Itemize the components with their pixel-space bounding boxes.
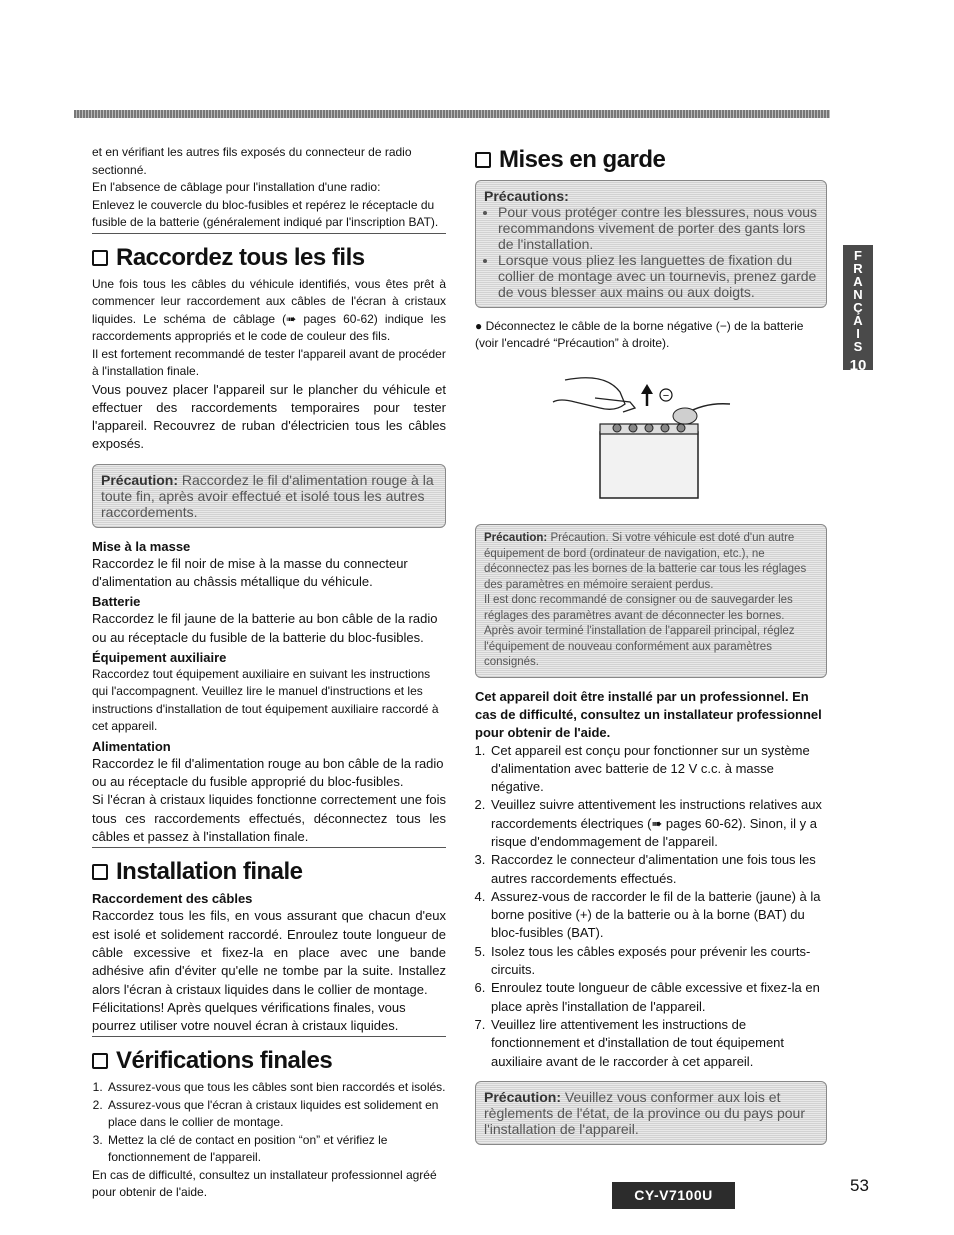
installation-rules-list: [475, 742, 827, 1071]
text-masse: Raccordez le fil noir de mise à la masse du connecteur d'alimentation au châssis métallique du véhicule.: [92, 555, 408, 589]
tab-letter: A: [853, 274, 863, 289]
disconnect-note-text: Déconnectez le câble de la borne négative (−) de la batterie (voir l'encadré “Précaution” à droite).: [475, 319, 804, 350]
caution2-line-1: Précaution. Si votre véhicule est doté d'un autre équipement de bord (ordinateur de navigation, etc.), ne déconnectez pas les bornes de la batterie car tous les réglages des paramètres en mémoire seraient perdus.: [484, 532, 807, 591]
page-number: 53: [850, 1176, 869, 1195]
subheading-raccordement: Raccordement des câbles: [92, 891, 253, 907]
raccordez-p2: Il est fortement recommandé de tester l'appareil avant de procéder à l'installation finale.: [92, 346, 446, 378]
list-item: 2. Veuillez suivre attentivement les instructions relatives aux raccordements électriques (➠ pages 60-62). Sinon, il y a risque d'endommagement de l'appareil.: [489, 796, 827, 851]
header-rule: [74, 110, 830, 118]
language-tab: [843, 245, 873, 374]
list-item: • Pour vous protéger contre les blessures, nous vous recommandons vivement de porter des gants lors de l'installation.: [498, 204, 818, 252]
tab-letter: F: [854, 248, 862, 263]
caution3-label: Précaution:: [484, 1088, 562, 1105]
tab-letter: S: [853, 339, 863, 354]
intro-line-3: Enlevez le couvercle du bloc-fusibles et repérez le réceptacle du fusible de la batterie (généralement indiqué par l'inscription BAT).: [92, 197, 439, 229]
caution2-label: Précaution:: [484, 532, 548, 544]
list-item: • Lorsque vous pliez les languettes de fixation du collier de montage avec un tournevis, prenez garde de vous blesser aux mains ou aux doigts.: [498, 252, 818, 300]
raccordez-p3: Vous pouvez placer l'appareil sur le plancher du véhicule et effectuer des raccordements temporaires pour tester l'appareil. Recouvrez de ruban d'électricien tous les câbles exposés.: [92, 381, 446, 452]
text-alim-1: Raccordez le fil d'alimentation rouge au bon câble de la radio ou au réceptacle du fusible approprié du bloc-fusibles.: [92, 755, 444, 790]
caution-box-laws: [475, 1081, 827, 1145]
list-item: 3. Raccordez le connecteur d'alimentation une fois tous les autres raccordements effectués.: [489, 851, 827, 888]
battery-illustration: [535, 362, 735, 512]
precautions-box: [475, 180, 827, 308]
list-item: 2. Assurez-vous que l'écran à cristaux liquides est solidement en place dans le collier de montage.: [106, 1097, 446, 1132]
subheading-masse: Mise à la masse: [92, 538, 191, 554]
tab-letter: N: [853, 287, 863, 302]
heading-installation: [92, 858, 446, 886]
raccordez-p1: Une fois tous les câbles du véhicule identifiés, vous êtes prêt à commencer leur raccordement aux câbles de l'écran à cristaux liquides. Le schéma de câblage (➠ pages 60-62) indique les raccordements appropriés et le code de couleur des fils.: [92, 276, 446, 343]
checkbox-icon: [92, 250, 108, 266]
heading-raccordez: [92, 244, 446, 272]
professional-note: Cet appareil doit être installé par un professionnel. En cas de difficulté, consultez un installateur professionnel pour obtenir de l'aide.: [475, 688, 822, 740]
caution3-text: Veuillez vous conformer aux lois et règlements de l'état, de la province ou du pays pour l'installation de l'appareil.: [484, 1088, 805, 1137]
heading-mises-en-garde-text: Mises en garde: [499, 146, 666, 173]
caution-label: Précaution:: [101, 471, 179, 488]
text-alim-2: Si l'écran à cristaux liquides fonctionne correctement une fois tous ces raccordements effectués, déconnectez tous les câbles et passez à l'installation finale.: [92, 791, 446, 848]
intro-line-2: En l'absence de câblage pour l'installation d'une radio:: [92, 180, 381, 194]
list-item: 3. Mettez la clé de contact en position “on” et vérifiez le fonctionnement de l'appareil.: [106, 1132, 446, 1167]
verifications-list: [92, 1079, 446, 1167]
heading-verifications-text: Vérifications finales: [116, 1047, 333, 1075]
tab-letter: Ç: [853, 300, 863, 315]
section-number: 10: [849, 357, 867, 374]
model-badge: CY-V7100U: [612, 1182, 735, 1209]
list-item: 4. Assurez-vous de raccorder le fil de la batterie (jaune) à la borne positive (+) de la batterie ou à la borne (BAT) du bloc-fusibles (BAT).: [489, 888, 827, 943]
disconnect-note: [475, 318, 827, 352]
right-column: [475, 144, 827, 1155]
tab-letter: I: [856, 326, 860, 341]
heading-mises-en-garde: [475, 146, 827, 174]
left-column: [92, 144, 446, 1202]
list-item: 7. Veuillez lire attentivement les instructions de fonctionnement et d'installation de tout équipement auxiliaire avant de le raccorder à cet appareil.: [489, 1016, 827, 1071]
heading-raccordez-text: Raccordez tous les fils: [116, 243, 365, 271]
precautions-label: Précautions:: [484, 188, 569, 204]
list-item: 1. Assurez-vous que tous les câbles sont bien raccordés et isolés.: [106, 1079, 446, 1097]
installation-p1: Raccordez tous les fils, en vous assurant que chacun d'eux est isolé et solidement raccordé. Enroulez toute longueur de câble excessive et fixez-la en place avec une bande adhésive afin d'éviter qu'elle ne tombe par la suite. Installez alors l'écran à cristaux liquides dans le collier de montage.: [92, 908, 446, 997]
heading-verifications: [92, 1047, 446, 1075]
bullet-icon: ●: [475, 319, 486, 333]
caution-text: Raccordez le fil d'alimentation rouge à la toute fin, après avoir effectué et isolé tous les autres raccordements.: [101, 471, 434, 520]
tab-letter: A: [853, 313, 863, 328]
intro-line-1: et en vérifiant les autres fils exposés du connecteur de radio sectionné.: [92, 145, 412, 177]
list-item: 5. Isolez tous les câbles exposés pour prévenir les courts-circuits.: [489, 943, 827, 980]
tab-letter: R: [853, 261, 863, 276]
caution2-line-2: Il est donc recommandé de consigner ou de sauvegarder les réglages des paramètres avant de déconnecter les bornes.: [484, 594, 793, 622]
list-item: 1. Cet appareil est conçu pour fonctionner sur un système d'alimentation avec batterie de 12 V c.c. à masse négative.: [489, 742, 827, 797]
installation-p2: Félicitations! Après quelques vérifications finales, vous pourrez utiliser votre nouvel écran à cristaux liquides.: [92, 999, 446, 1038]
minus-sign: −: [662, 390, 670, 402]
checkbox-icon: [475, 152, 491, 168]
subheading-batterie: Batterie: [92, 594, 141, 610]
heading-installation-text: Installation finale: [116, 858, 303, 886]
caution2-line-3: Après avoir terminé l'installation de l'appareil principal, réglez l'équipement de nouveau conformément aux paramètres consignés.: [484, 625, 795, 668]
text-batterie: Raccordez le fil jaune de la batterie au bon câble de la radio ou au réceptacle du fusible de la batterie du bloc-fusibles.: [92, 611, 438, 645]
intro-block: [92, 144, 446, 234]
subheading-alim: Alimentation: [92, 738, 171, 754]
text-aux: Raccordez tout équipement auxiliaire en suivant les instructions qui l'accompagnent. Veuillez lire le manuel d'instructions et les instructions d'installation de tout équipement auxiliaire raccordé à cet appareil.: [92, 666, 439, 734]
verifications-outro: En cas de difficulté, consultez un installateur professionnel agréé pour obtenir de l'aide.: [92, 1167, 437, 1200]
caution-box-red-wire: [92, 464, 446, 528]
caution-box-memory: [475, 524, 827, 678]
checkbox-icon: [92, 864, 108, 880]
precautions-list: [484, 204, 818, 300]
checkbox-icon: [92, 1053, 108, 1069]
list-item: 6. Enroulez toute longueur de câble excessive et fixez-la en place après l'installation de l'appareil.: [489, 979, 827, 1016]
subheading-aux: Équipement auxiliaire: [92, 649, 227, 665]
